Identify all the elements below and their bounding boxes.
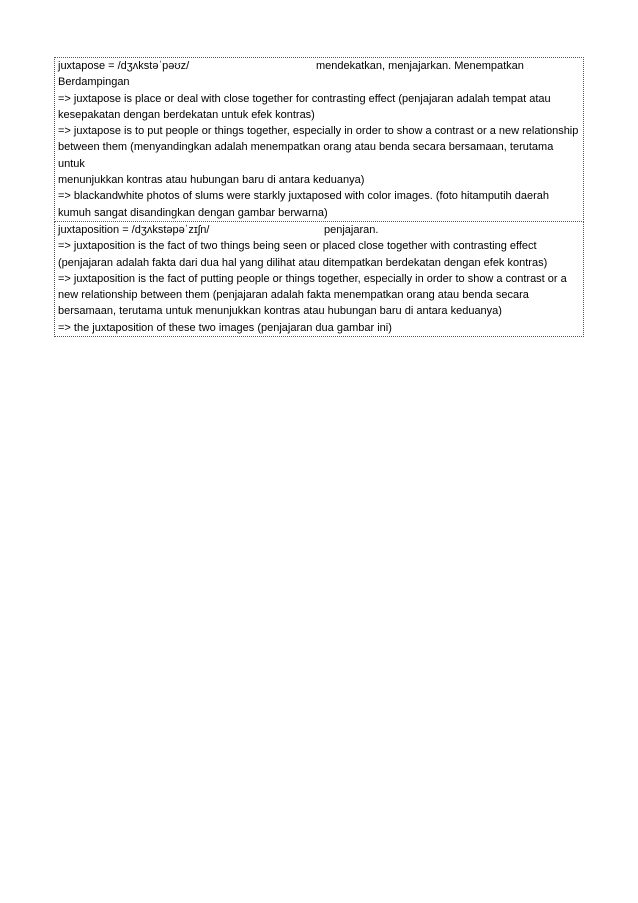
entry-line: between them (menyandingkan adalah menempatkan orang atau benda secara bersamaan, terutama untuk <box>58 141 554 170</box>
vocabulary-table <box>54 57 584 337</box>
entry-line: new relationship between them (penjajaran adalah fakta menempatkan orang atau benda secara <box>58 289 529 302</box>
entry-line: menunjukkan kontras atau hubungan baru di antara keduanya) <box>58 174 365 187</box>
headword: juxtaposition = /dʒʌkstəpəˈzɪʃn/ <box>58 223 210 236</box>
entry-line: kumuh sangat disandingkan dengan gambar berwarna) <box>58 206 328 219</box>
headword-meaning: mendekatkan, menjajarkan. Menempatkan <box>316 60 524 72</box>
entry-line: => the juxtaposition of these two images (penjajaran dua gambar ini) <box>58 321 392 334</box>
entry-line: => blackandwhite photos of slums were starkly juxtaposed with color images. (foto hitamputih daerah <box>58 190 549 203</box>
entry-line: bersamaan, terutama untuk menunjukkan kontras atau hubungan baru di antara keduanya) <box>58 305 502 318</box>
vocabulary-entry-juxtaposition <box>54 221 584 337</box>
entry-line: => juxtapose is place or deal with close together for contrasting effect (penjajaran adalah tempat atau <box>58 92 551 105</box>
entry-line: (penjajaran adalah fakta dari dua hal yang dilihat atau ditempatkan berdekatan dengan efek kontras) <box>58 256 548 269</box>
entry-line: Berdampingan <box>58 76 130 89</box>
entry-line: => juxtapose is to put people or things together, especially in order to show a contrast or a new relationship <box>58 125 579 138</box>
entry-headline <box>58 58 580 74</box>
vocabulary-entry-juxtapose <box>54 57 584 222</box>
entry-line: => juxtaposition is the fact of two things being seen or placed close together with contrasting effect <box>58 240 537 253</box>
headword-meaning: penjajaran. <box>324 223 379 236</box>
entry-line: kesepakatan dengan berdekatan untuk efek kontras) <box>58 108 315 121</box>
entry-line: => juxtaposition is the fact of putting people or things together, especially in order to show a contrast or a <box>58 272 567 285</box>
headword: juxtapose = /dʒʌkstəˈpəʊz/ <box>58 60 190 72</box>
entry-headline <box>58 222 580 238</box>
